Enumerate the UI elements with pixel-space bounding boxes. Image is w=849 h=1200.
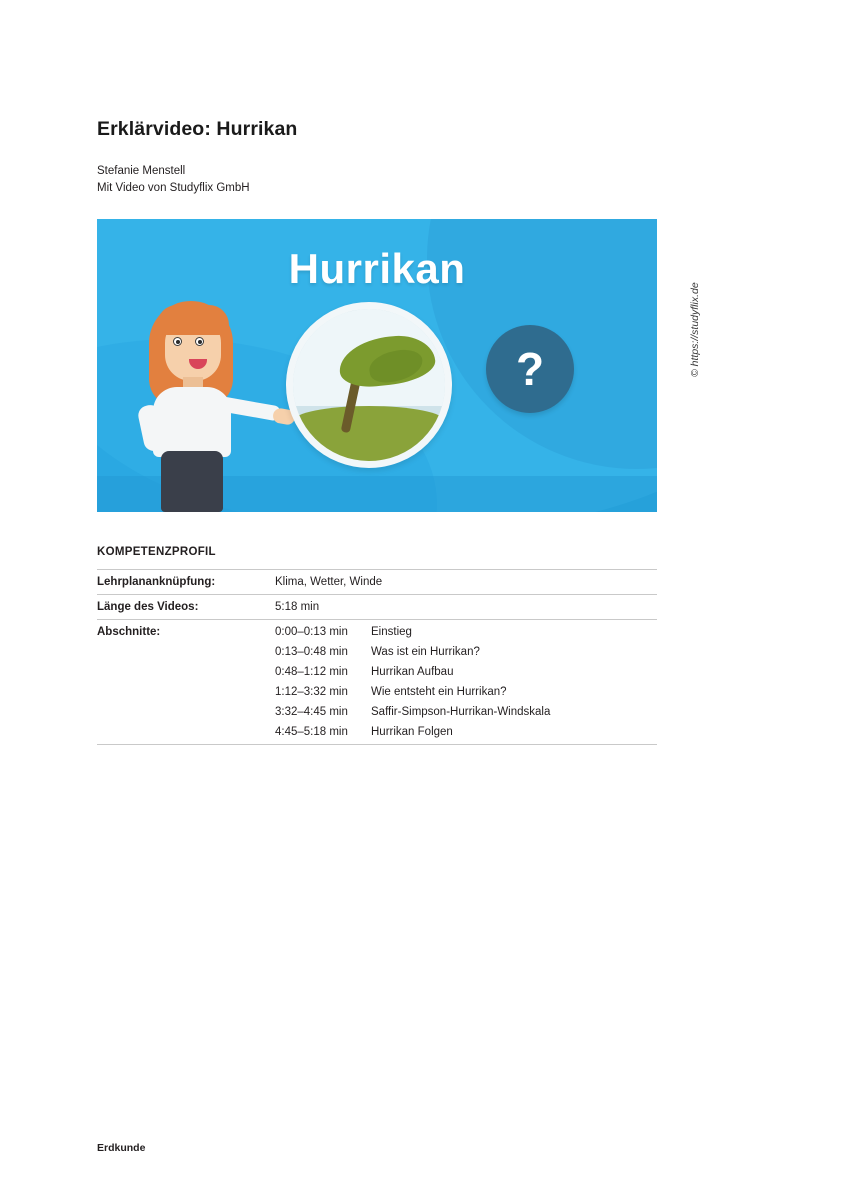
segment-entry	[275, 724, 657, 745]
eye-left-icon	[173, 337, 182, 346]
segment-entry	[275, 644, 657, 664]
competence-profile-heading: KOMPETENZPROFIL	[97, 546, 216, 558]
presenter-illustration	[137, 301, 277, 512]
segment-name: Saffir-Simpson-Hurrikan-Windskala	[371, 706, 551, 718]
document-content	[97, 118, 701, 745]
table-row	[97, 724, 657, 745]
table-row	[97, 704, 657, 724]
segments-label: Abschnitte:	[97, 620, 275, 645]
ground-shape	[293, 406, 445, 461]
row-label-empty	[97, 644, 275, 664]
thumbnail-headline: Hurrikan	[288, 245, 466, 292]
segment-time: 3:32–4:45 min	[275, 706, 348, 718]
table-row	[97, 664, 657, 684]
segment-entry	[275, 704, 657, 724]
source-note: Mit Video von Studyflix GmbH	[97, 182, 250, 194]
copyright-note: © https://studyflix.de	[689, 282, 701, 377]
segment-entry	[275, 620, 657, 645]
storm-tree-illustration	[286, 302, 452, 468]
video-thumbnail[interactable]	[97, 219, 701, 512]
row-value: 5:18 min	[275, 595, 657, 620]
thumbnail-image	[97, 219, 657, 512]
segment-time: 0:13–0:48 min	[275, 646, 348, 658]
segment-name: Einstieg	[371, 626, 412, 638]
segment-time: 0:48–1:12 min	[275, 666, 348, 678]
row-label-empty	[97, 724, 275, 745]
segment-name: Wie entsteht ein Hurrikan?	[371, 686, 507, 698]
segment-time: 0:00–0:13 min	[275, 626, 348, 638]
segment-entry	[275, 684, 657, 704]
eye-right-icon	[195, 337, 204, 346]
row-value: Klima, Wetter, Winde	[275, 570, 657, 595]
competence-profile-table	[97, 569, 657, 745]
table-row	[97, 644, 657, 664]
segment-entry	[275, 664, 657, 684]
table-row	[97, 570, 657, 595]
table-row	[97, 620, 657, 645]
fringe-shape	[157, 305, 229, 335]
row-label: Lehrplananknüpfung:	[97, 570, 275, 595]
segment-name: Hurrikan Aufbau	[371, 666, 454, 678]
segment-name: Was ist ein Hurrikan?	[371, 646, 480, 658]
table-row	[97, 684, 657, 704]
trousers-shape	[161, 451, 223, 512]
row-label-empty	[97, 704, 275, 724]
author-name: Stefanie Menstell	[97, 165, 186, 177]
table-row	[97, 595, 657, 620]
segment-time: 1:12–3:32 min	[275, 686, 348, 698]
byline	[97, 163, 657, 197]
segment-name: Hurrikan Folgen	[371, 726, 453, 738]
page-title: Erklärvideo: Hurrikan	[97, 118, 298, 140]
row-label: Länge des Videos:	[97, 595, 275, 620]
row-label-empty	[97, 664, 275, 684]
row-label-empty	[97, 684, 275, 704]
segment-time: 4:45–5:18 min	[275, 726, 348, 738]
footer-subject: Erdkunde	[97, 1142, 146, 1154]
question-mark-badge: ?	[486, 325, 574, 413]
